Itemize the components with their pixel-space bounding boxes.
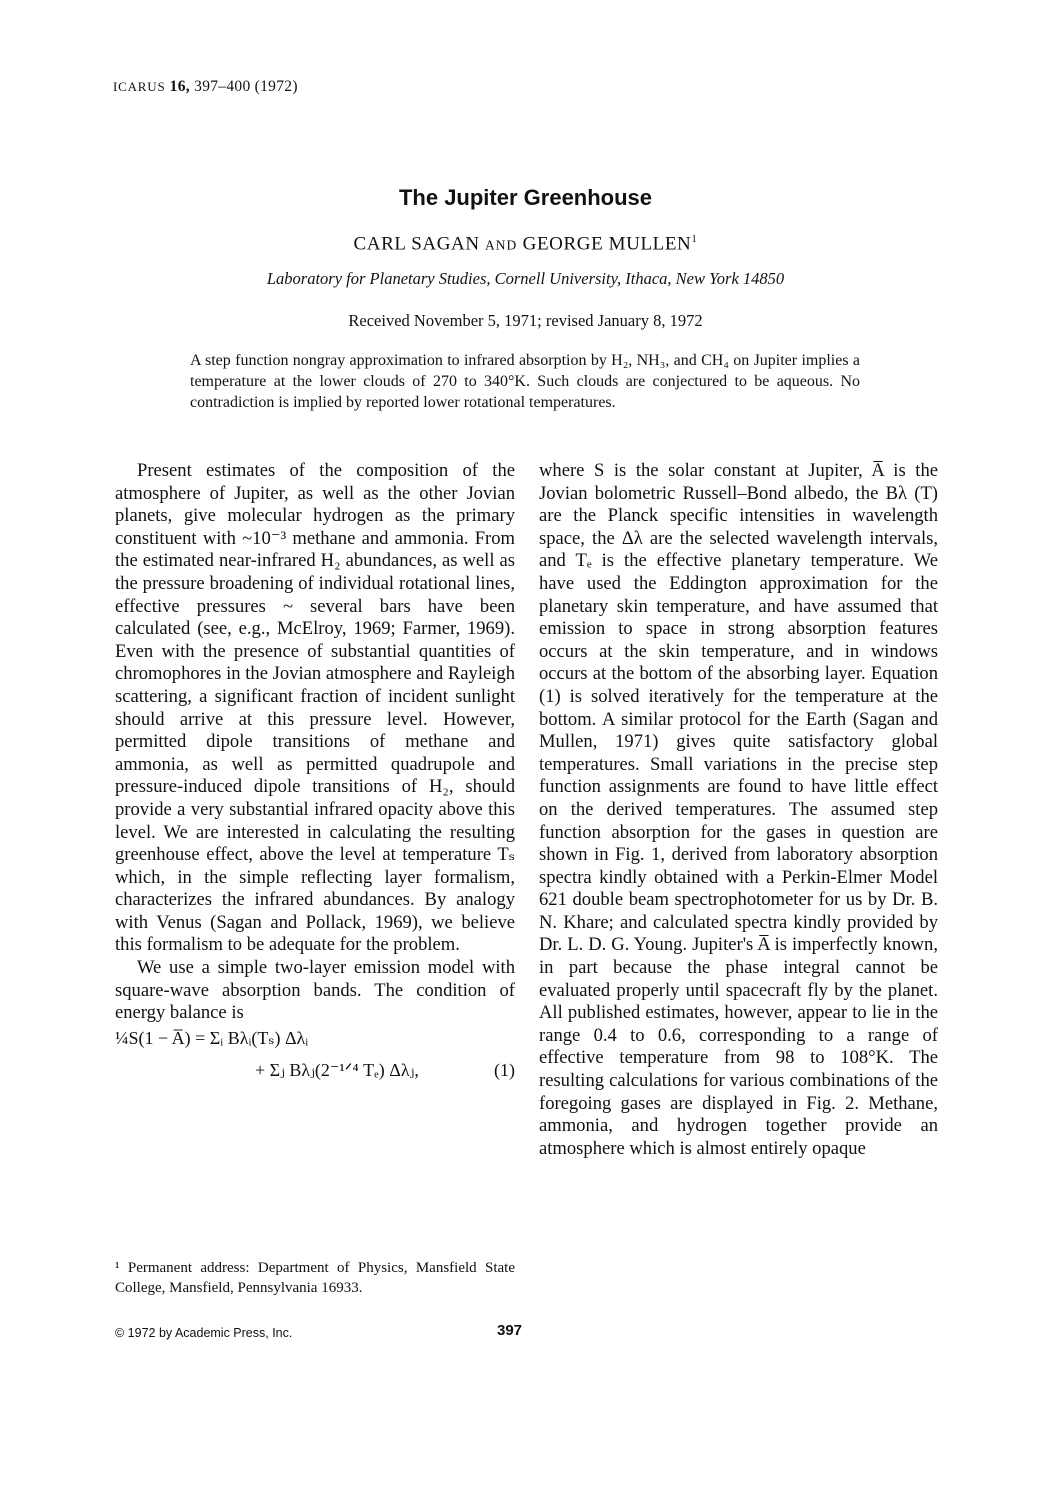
author-sagan: CARL SAGAN [353,233,480,255]
author-footnote-mark: 1 [691,233,698,245]
body-paragraph-3: where S is the solar constant at Jupiter, A̅ is the Jovian bolometric Russell–Bond albedo, the Bλ (T) are the Planck specific intensities in wavelength space, the Δλ are the selected wavelength intervals, and Tₑ is the effective planetary temperature. We have used the Eddington approximation for the planetary skin temperature, and have assumed that emission to space in strong absorption features occurs at the skin temperature, and in windows occurs at the bottom of the absorbing layer. Equation (1) is solved iteratively for the temperature at the bottom. A similar protocol for the Earth (Sagan and Mullen, 1971) gives quite satisfactory global temperatures. Small variations in the precise step function assignments are found to have little effect on the derived temperatures. The assumed step function absorption for the gases in question are shown in Fig. 1, derived from laboratory absorption spectra kindly obtained with a Perkin-Elmer Model 621 double beam spectrophotometer for us by Dr. B. N. Khare; and calculated spectra kindly provided by Dr. L. D. G. Young. Jupiter's A̅ is imperfectly known, in part because the phase integral cannot be evaluated properly until spacecraft fly by the planet. All published estimates, however, appear to lie in the range 0.4 to 0.6, corresponding to a range of effective temperature from 98 to 108°K. The resulting calculations for various combinations of the foregoing gases are displayed in Fig. 2. Methane, ammonia, and hydrogen together provide an atmosphere which is almost entirely opaque [539,460,938,1159]
right-column [539,460,938,1160]
equation-line-1: ¼S(1 − A̅) = Σᵢ Bλᵢ(Tₛ) Δλᵢ [115,1027,309,1048]
journal-volume: 16, [169,78,190,95]
article-title: The Jupiter Greenhouse [398,185,653,210]
left-column [115,460,515,1097]
copyright-notice: © 1972 by Academic Press, Inc. [115,1326,293,1340]
received-dates: Received November 5, 1971; revised January 8, 1972 [348,311,703,330]
page-number: 397 [497,1322,523,1339]
journal-pages-year: 397–400 (1972) [194,78,298,95]
equation-1 [115,1025,515,1097]
author-line [0,233,1051,255]
abstract: A step function nongray approximation to infrared absorption by H₂, NH₃, and CH₄ on Jupiter implies a temperature at the lower clouds of 270 to 340°K. Such clouds are conjectured to be aqueous. No contradiction is implied by reported lower rotational temperatures. [190,352,860,411]
journal-citation [113,78,298,96]
equation-line-2: + Σⱼ Bλⱼ(2⁻¹ᐟ⁴ Tₑ) Δλⱼ, [255,1059,419,1080]
author-conjunction: AND [485,237,518,253]
author-mullen: GEORGE MULLEN [522,233,692,255]
footnote: ¹ Permanent address: Department of Physics, Mansfield State College, Mansfield, Pennsylvania 16933. [115,1260,515,1296]
affiliation: Laboratory for Planetary Studies, Cornell University, Ithaca, New York 14850 [266,269,785,288]
equation-number: (1) [494,1059,515,1080]
body-paragraph-2: We use a simple two-layer emission model with square-wave absorption bands. The condition of energy balance is [115,957,515,1024]
body-paragraph-1: Present estimates of the composition of the atmosphere of Jupiter, as well as the other Jovian planets, give molecular hydrogen as the primary constituent with ~10⁻³ methane and ammonia. From the estimated near-infrared H₂ abundances, as well as the pressure broadening of individual rotational lines, effective pressures ~ several bars have been calculated (see, e.g., McElroy, 1969; Farmer, 1969). Even with the presence of substantial quantities of chromophores in the Jovian atmosphere and Rayleigh scattering, a significant fraction of incident sunlight should arrive at this pressure level. However, permitted dipole transitions of methane and ammonia, as well as permitted quadrupole and pressure-induced dipole transitions of H₂, should provide a very substantial infrared opacity above this level. We are interested in calculating the resulting greenhouse effect, above the level at temperature Tₛ which, in the simple reflecting layer formalism, characterizes the infrared abundances. By analogy with Venus (Sagan and Pollack, 1969), we believe this formalism to be adequate for the problem. [115,460,515,956]
journal-name: ICARUS [113,79,166,94]
